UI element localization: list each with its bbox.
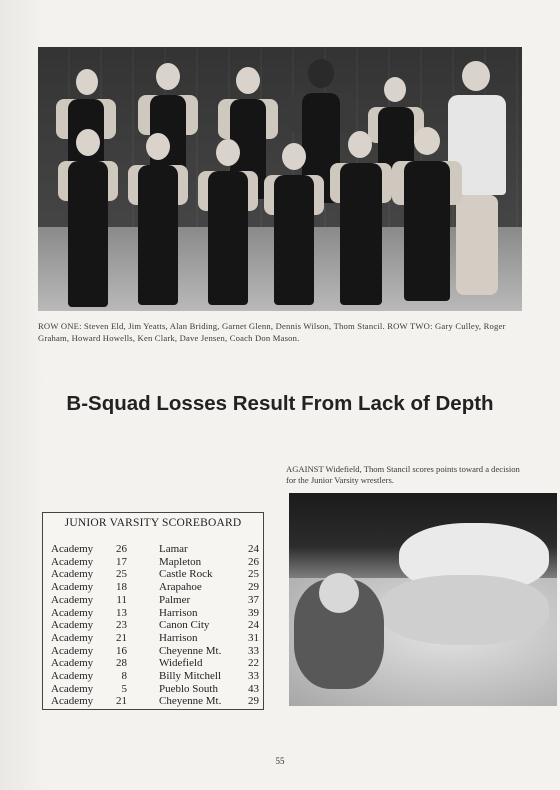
team-name: Academy bbox=[51, 619, 94, 632]
team-name: Academy bbox=[51, 631, 94, 644]
opponent-name: Canon City bbox=[159, 619, 210, 632]
opponent-score: 33 bbox=[248, 644, 259, 657]
opponent-score: 29 bbox=[248, 695, 259, 708]
opponent-name: Harrison bbox=[159, 631, 198, 644]
team-score: 13 bbox=[116, 606, 127, 619]
opponent-score: 26 bbox=[248, 555, 259, 568]
team-name: Academy bbox=[51, 581, 94, 594]
team-name: Academy bbox=[51, 695, 94, 708]
team-photo bbox=[38, 47, 522, 311]
opponent-name: Cheyenne Mt. bbox=[159, 644, 222, 657]
table-row bbox=[51, 695, 261, 708]
wrestler-figure bbox=[128, 133, 188, 309]
opponent-score: 22 bbox=[248, 657, 259, 670]
table-row bbox=[51, 683, 261, 696]
opponent-score: 25 bbox=[248, 568, 259, 581]
wrestler-figure bbox=[58, 129, 118, 309]
team-photo-caption: ROW ONE: Steven Eld, Jim Yeatts, Alan Briding, Garnet Glenn, Dennis Wilson, Thom Stancil. ROW TWO: Gary Culley, Roger Graham, Howard Howells, Ken Clark, Dave Jensen, Coach Don Mason. bbox=[38, 321, 506, 343]
opponent-score: 31 bbox=[248, 631, 259, 644]
team-name: Academy bbox=[51, 644, 94, 657]
action-photo-caption: AGAINST Widefield, Thom Stancil scores points toward a decision for the Junior Varsity wrestlers. bbox=[286, 464, 520, 485]
opponent-name: Palmer bbox=[159, 593, 191, 606]
team-name: Academy bbox=[51, 593, 94, 606]
article-headline: B-Squad Losses Result From Lack of Depth bbox=[66, 392, 494, 415]
wrestler-figure bbox=[330, 131, 392, 309]
table-row bbox=[51, 619, 261, 632]
team-score: 8 bbox=[121, 670, 127, 682]
table-row bbox=[51, 670, 261, 683]
team-score: 21 bbox=[116, 631, 127, 644]
table-row bbox=[51, 645, 261, 658]
table-row bbox=[51, 568, 261, 581]
team-name: Academy bbox=[51, 657, 94, 670]
team-name: Academy bbox=[51, 543, 94, 555]
team-score: 17 bbox=[116, 555, 127, 568]
table-row bbox=[51, 632, 261, 645]
opponent-name: Pueblo South bbox=[159, 682, 218, 695]
team-score: 11 bbox=[116, 593, 127, 606]
action-photo bbox=[289, 493, 557, 706]
opponent-score: 24 bbox=[248, 619, 259, 632]
team-name: Academy bbox=[51, 670, 94, 682]
team-score: 26 bbox=[116, 543, 127, 555]
opponent-name: Harrison bbox=[159, 606, 198, 619]
table-row bbox=[51, 581, 261, 594]
team-score: 18 bbox=[116, 581, 127, 594]
team-score: 23 bbox=[116, 619, 127, 632]
team-score: 28 bbox=[116, 657, 127, 670]
opponent-score: 29 bbox=[248, 581, 259, 594]
opponent-name: Castle Rock bbox=[159, 568, 213, 581]
opponent-name: Mapleton bbox=[159, 555, 202, 568]
table-row bbox=[51, 594, 261, 607]
opponent-score: 33 bbox=[248, 670, 259, 682]
opponent-score: 43 bbox=[248, 682, 259, 695]
team-name: Academy bbox=[51, 568, 94, 581]
team-name: Academy bbox=[51, 682, 94, 695]
table-row bbox=[51, 556, 261, 569]
opponent-name: Cheyenne Mt. bbox=[159, 695, 222, 708]
table-row bbox=[51, 543, 261, 556]
wrestler-figure bbox=[392, 127, 462, 307]
team-score: 21 bbox=[116, 695, 127, 708]
opponent-name: Billy Mitchell bbox=[159, 670, 222, 682]
team-name: Academy bbox=[51, 606, 94, 619]
opponent-score: 37 bbox=[248, 593, 259, 606]
opponent-score: 24 bbox=[248, 543, 259, 555]
wrestler-figure bbox=[379, 575, 549, 645]
team-score: 25 bbox=[116, 568, 127, 581]
team-score: 5 bbox=[121, 682, 127, 695]
page-number: 55 bbox=[275, 756, 285, 766]
team-name: Academy bbox=[51, 555, 94, 568]
referee-head bbox=[319, 573, 359, 613]
team-score: 16 bbox=[116, 644, 127, 657]
table-row bbox=[51, 657, 261, 670]
opponent-name: Arapahoe bbox=[159, 581, 202, 594]
table-row bbox=[51, 607, 261, 620]
wrestler-figure bbox=[264, 143, 324, 309]
wrestler-figure bbox=[198, 139, 258, 309]
opponent-name: Widefield bbox=[159, 657, 203, 670]
scoreboard-table bbox=[42, 512, 264, 710]
opponent-name: Lamar bbox=[159, 543, 188, 555]
opponent-score: 39 bbox=[248, 606, 259, 619]
scoreboard-title: JUNIOR VARSITY SCOREBOARD bbox=[64, 517, 242, 529]
